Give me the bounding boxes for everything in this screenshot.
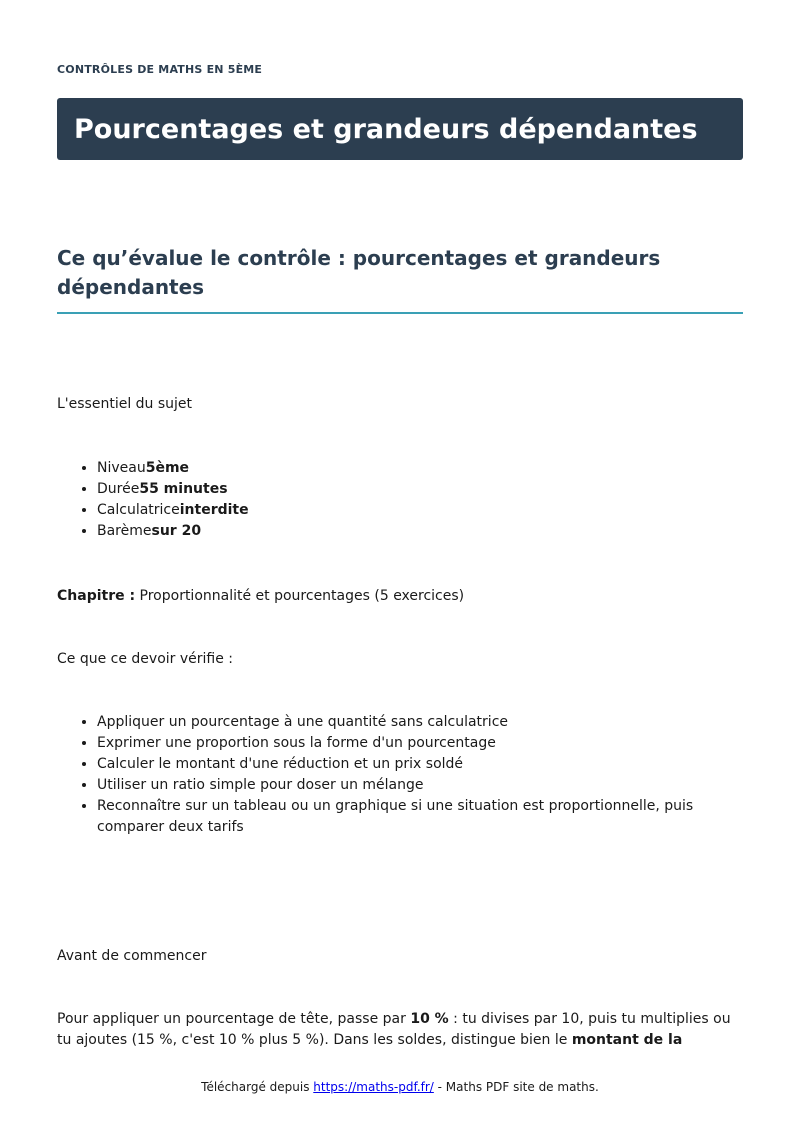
- footer-link[interactable]: https://maths-pdf.fr/: [313, 1080, 434, 1094]
- avant-text-1: Pour appliquer un pourcentage de tête, passe par: [57, 1011, 411, 1027]
- section-title: Ce qu’évalue le contrôle : pourcentages et grandeurs dépendantes: [57, 244, 743, 314]
- list-item: • Calculer le montant d'une réduction et un prix soldé: [97, 754, 743, 775]
- verifie-list: [57, 712, 743, 838]
- page-footer: [0, 1080, 800, 1094]
- list-item: [97, 458, 743, 479]
- title-banner: [57, 98, 743, 160]
- list-item: [97, 500, 743, 521]
- chapitre-line: [57, 586, 743, 607]
- document-kicker: CONTRÔLES DE MATHS EN 5ÈME: [57, 63, 263, 76]
- essentiel-heading: L'essentiel du sujet: [57, 396, 193, 412]
- item-label: Barème: [97, 523, 152, 539]
- avant-bold-1: 10 %: [410, 1011, 449, 1027]
- item-value: 5ème: [145, 460, 190, 476]
- avant-heading: Avant de commencer: [57, 948, 207, 964]
- footer-suffix: - Maths PDF site de maths.: [433, 1080, 599, 1094]
- item-value: interdite: [179, 502, 249, 518]
- item-label: Calculatrice: [97, 502, 180, 518]
- list-item: • Reconnaître sur un tableau ou un graphique si une situation est proportionnelle, puis comparer deux tarifs: [97, 796, 743, 838]
- item-label: Niveau: [97, 460, 146, 476]
- avant-text-2: : tu divises par 10, puis tu multiplies ou tu ajoutes (15 %, c'est 10 % plus 5 %). Dans les soldes, distingue bien le: [57, 1011, 731, 1048]
- item-value: 55 minutes: [139, 481, 228, 497]
- avant-bold-2: montant de la: [571, 1032, 683, 1048]
- page-title: Pourcentages et grandeurs dépendantes: [74, 113, 698, 145]
- list-item: [97, 479, 743, 500]
- list-item: • Utiliser un ratio simple pour doser un mélange: [97, 775, 743, 796]
- chapitre-value: Proportionnalité et pourcentages (5 exercices): [135, 588, 465, 604]
- footer-prefix: Téléchargé depuis: [201, 1080, 314, 1094]
- list-item: • Exprimer une proportion sous la forme d'un pourcentage: [97, 733, 743, 754]
- list-item: • Appliquer un pourcentage à une quantité sans calculatrice: [97, 712, 743, 733]
- avant-paragraph: [57, 1009, 743, 1051]
- chapitre-label: Chapitre :: [57, 588, 136, 604]
- item-label: Durée: [97, 481, 140, 497]
- verifie-heading: Ce que ce devoir vérifie :: [57, 651, 234, 667]
- list-item: [97, 521, 743, 542]
- item-value: sur 20: [151, 523, 202, 539]
- essentiel-list: [57, 458, 743, 542]
